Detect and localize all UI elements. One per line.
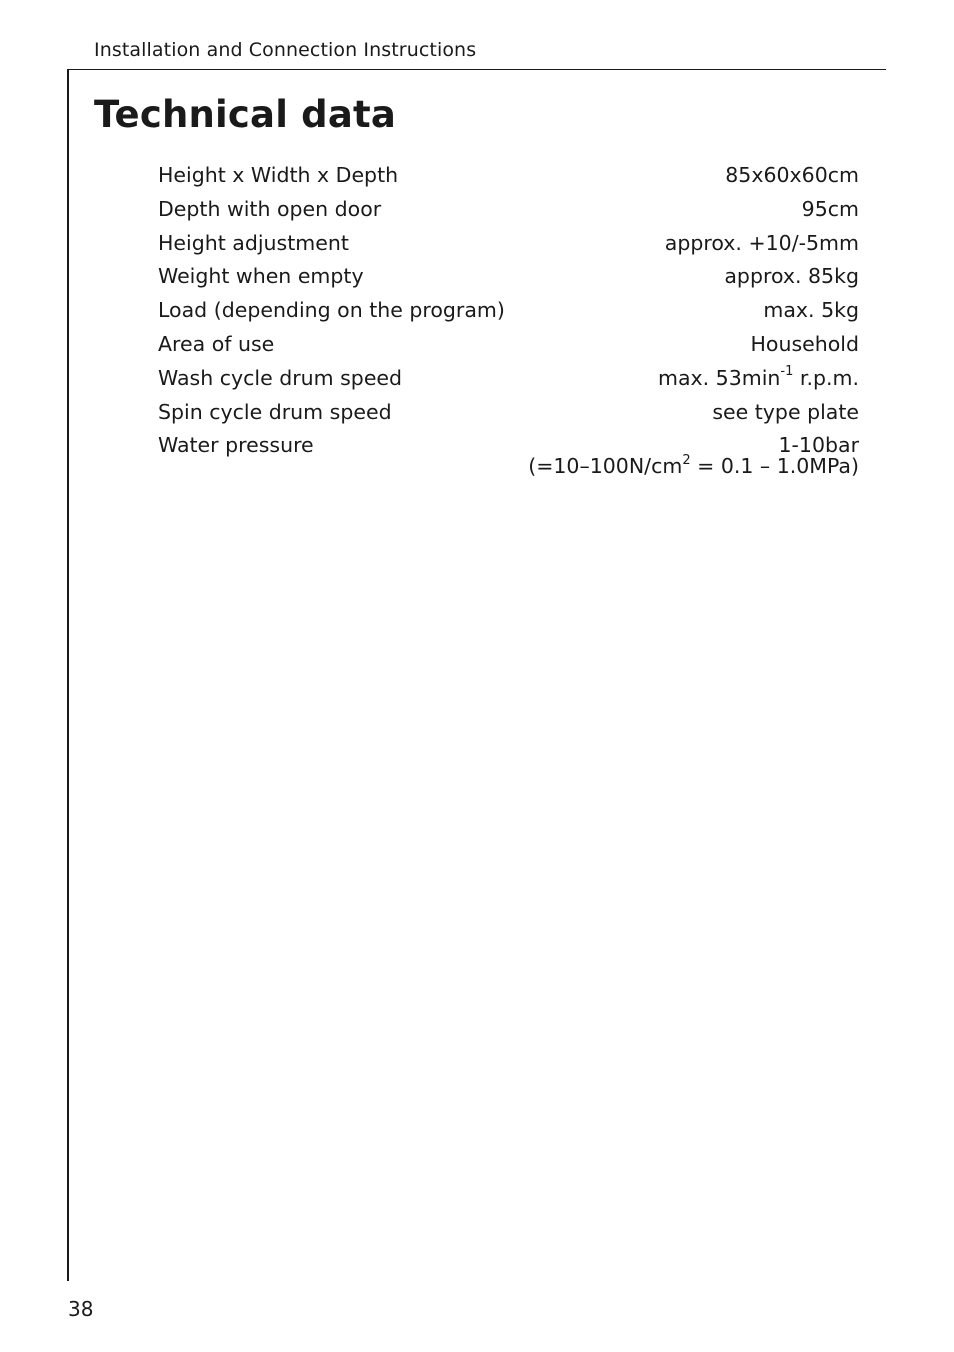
spec-label: Height x Width x Depth bbox=[158, 163, 399, 187]
spec-row-height-adjustment bbox=[158, 227, 859, 261]
spec-value: see type plate bbox=[712, 399, 859, 424]
spec-value: approx. 85kg bbox=[724, 264, 859, 289]
spec-value-main: max. 53min bbox=[657, 365, 781, 390]
spec-value: Household bbox=[750, 331, 859, 356]
page-title: Technical data bbox=[94, 93, 397, 136]
spec-label: Water pressure bbox=[158, 433, 314, 458]
spec-row-weight bbox=[158, 260, 859, 294]
spec-value-exponent: -1 bbox=[780, 363, 794, 379]
header-rule bbox=[68, 69, 886, 70]
spec-row-wash-speed bbox=[158, 362, 859, 396]
spec-value-line1: 1-10bar bbox=[778, 433, 859, 458]
spec-label: Wash cycle drum speed bbox=[158, 365, 403, 390]
spec-row-depth-open-door bbox=[158, 193, 859, 227]
spec-table bbox=[158, 159, 859, 479]
spec-value-exponent: 2 bbox=[682, 452, 691, 468]
spec-row-load bbox=[158, 294, 859, 328]
spec-value-unit: r.p.m. bbox=[793, 365, 859, 390]
spec-value: 85x60x60cm bbox=[725, 163, 859, 187]
spec-label: Load (depending on the program) bbox=[158, 298, 505, 323]
spec-value-line2-main: (=10–100N/cm bbox=[528, 454, 683, 479]
spec-label: Area of use bbox=[158, 331, 275, 356]
spec-value bbox=[528, 429, 859, 479]
spec-value: 95cm bbox=[801, 196, 859, 221]
spec-label: Spin cycle drum speed bbox=[158, 399, 392, 424]
spec-row-spin-speed bbox=[158, 396, 859, 430]
spec-row-area-of-use bbox=[158, 328, 859, 362]
spec-label: Height adjustment bbox=[158, 230, 349, 255]
spec-label: Depth with open door bbox=[158, 196, 382, 221]
running-head: Installation and Connection Instructions bbox=[94, 39, 477, 61]
spec-value bbox=[658, 362, 859, 395]
margin-rule bbox=[67, 69, 69, 1281]
spec-row-dimensions bbox=[158, 159, 859, 193]
spec-value: approx. +10/-5mm bbox=[664, 230, 859, 255]
spec-row-water-pressure bbox=[158, 429, 859, 479]
spec-label: Weight when empty bbox=[158, 264, 364, 289]
spec-value-line2-rest: = 0.1 – 1.0MPa) bbox=[690, 454, 859, 479]
spec-value-line2 bbox=[528, 452, 859, 479]
spec-value: max. 5kg bbox=[763, 298, 859, 323]
page-number: 38 bbox=[68, 1297, 94, 1321]
